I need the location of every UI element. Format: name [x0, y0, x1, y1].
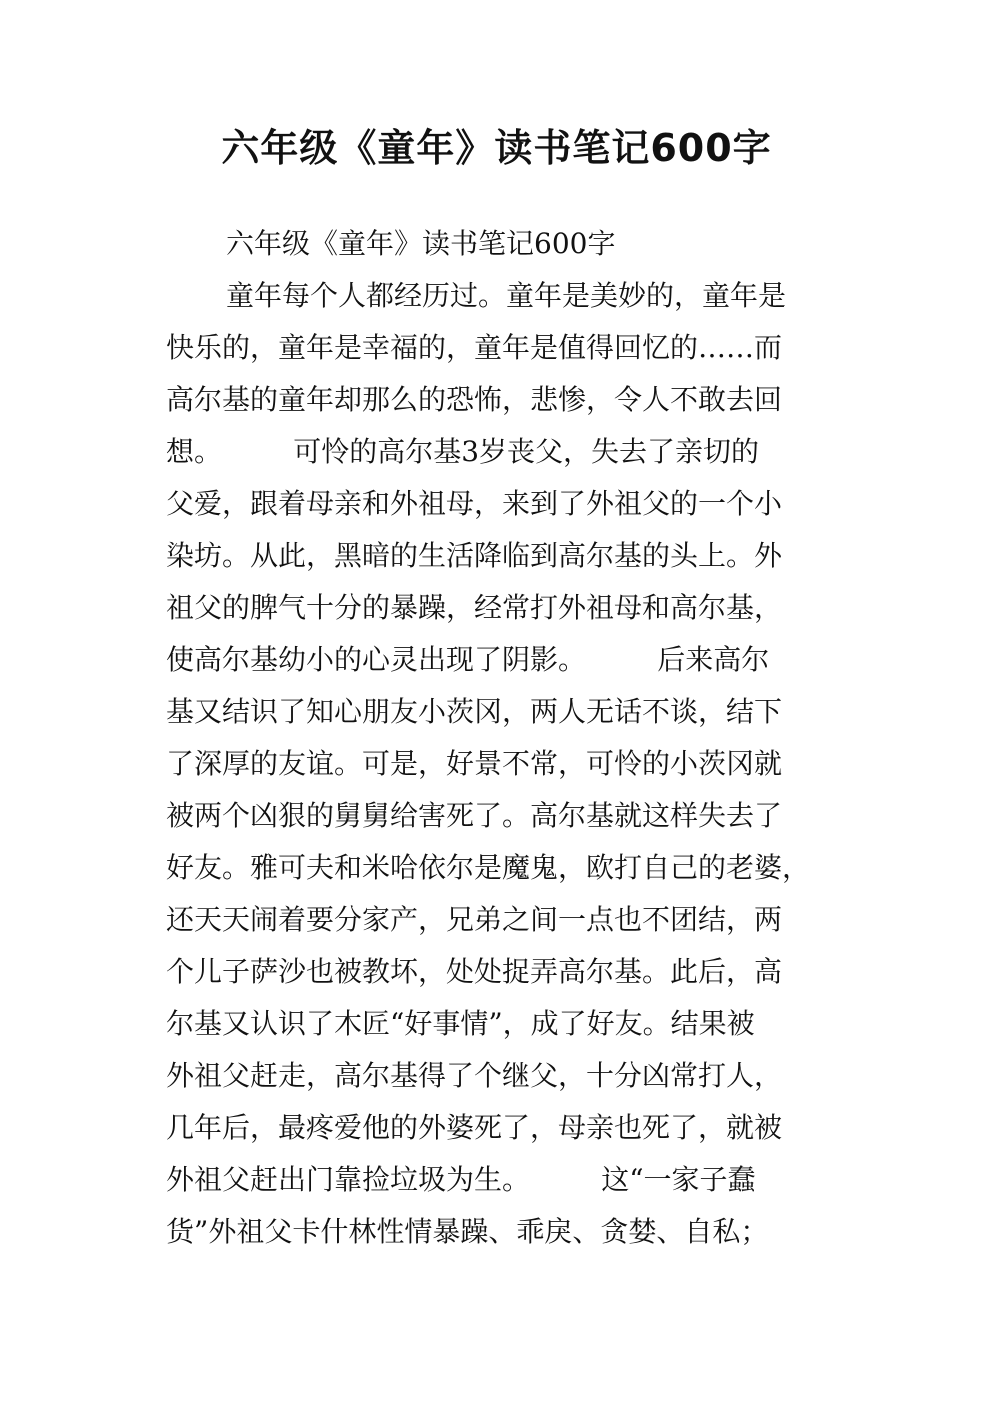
body-line-11: 了深厚的友谊。可是，好景不常，可怜的小茨冈就	[166, 747, 783, 780]
body-line-8: 祖父的脾气十分的暴躁，经常打外祖母和高尔基，	[166, 591, 783, 624]
body-line-9: 使高尔基幼小的心灵出现了阴影。 后来高尔	[166, 643, 770, 676]
document-body	[166, 218, 836, 1258]
body-line-12: 被两个凶狠的舅舅给害死了。高尔基就这样失去了	[166, 799, 783, 832]
body-line-10: 基又结识了知心朋友小茨冈，两人无话不谈，结下	[166, 695, 783, 728]
body-line-4: 高尔基的童年却那么的恐怖，悲惨，令人不敢去回	[166, 383, 783, 416]
body-line-6: 父爱，跟着母亲和外祖母，来到了外祖父的一个小	[166, 487, 783, 520]
body-line-15: 个儿子萨沙也被教坏，处处捉弄高尔基。此后，高	[166, 955, 783, 988]
body-line-7: 染坊。从此，黑暗的生活降临到高尔基的头上。外	[166, 539, 783, 572]
body-line-13: 好友。雅可夫和米哈依尔是魔鬼，欧打自己的老婆，	[166, 851, 811, 884]
body-line-2: 童年每个人都经历过。童年是美妙的，童年是	[226, 279, 787, 312]
body-line-19: 外祖父赶出门靠捡垃圾为生。 这“一家子蠢	[166, 1163, 756, 1196]
body-line-16: 尔基又认识了木匠“好事情”，成了好友。结果被	[166, 1007, 755, 1040]
document-title: 六年级《童年》读书笔记600字	[221, 126, 772, 170]
body-line-5: 想。 可怜的高尔基3岁丧父，失去了亲切的	[166, 435, 760, 468]
body-line-17: 外祖父赶走，高尔基得了个继父，十分凶常打人，	[166, 1059, 783, 1092]
body-line-18: 几年后，最疼爱他的外婆死了，母亲也死了，就被	[166, 1111, 783, 1144]
body-line-20: 货”外祖父卡什林性情暴躁、乖戾、贪婪、自私；	[166, 1215, 769, 1248]
body-line-3: 快乐的，童年是幸福的，童年是值得回忆的……而	[166, 331, 783, 364]
body-line-1: 六年级《童年》读书笔记600字	[226, 227, 616, 260]
body-line-14: 还天天闹着要分家产，兄弟之间一点也不团结，两	[166, 903, 783, 936]
